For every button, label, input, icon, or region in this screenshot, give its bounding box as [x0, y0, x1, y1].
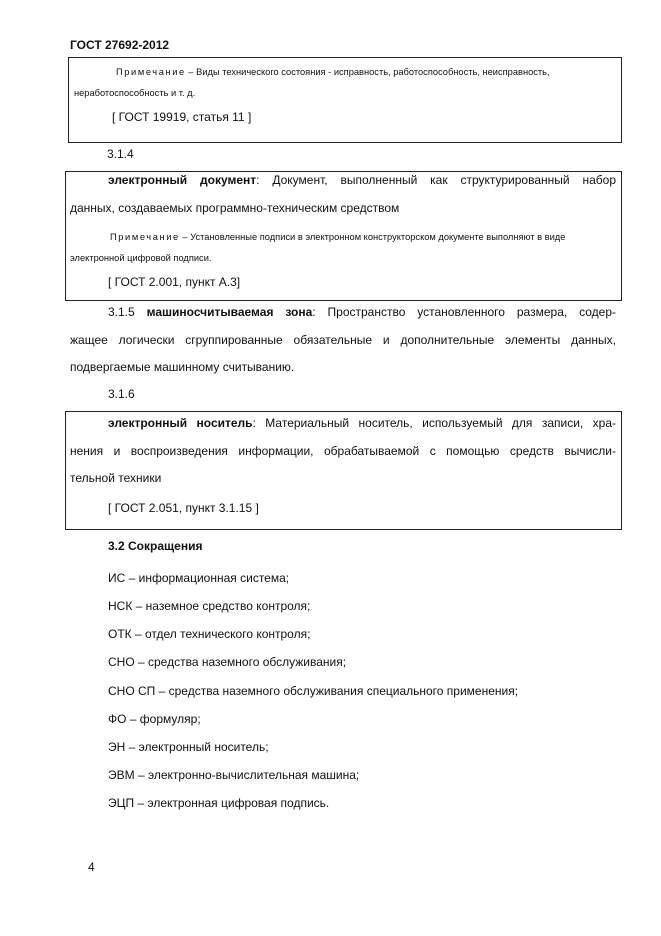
note-label: Примечание — [110, 232, 180, 242]
note-line-2: неработоспособность и т. д. — [74, 88, 196, 98]
definition-line-3: подвергаемые машинному считыванию. — [70, 360, 295, 374]
term-machine-readable-zone: машиносчитываемая зона — [146, 305, 313, 319]
note-line-2: электронной цифровой подписи. — [70, 253, 212, 263]
term-electronic-document: электронный документ — [108, 173, 257, 187]
definition-text: : Пространство установленного размера, содер- — [312, 305, 616, 319]
abbreviation-item: ФО – формуляр; — [108, 712, 201, 726]
term-electronic-media: электронный носитель — [108, 416, 253, 430]
item-number-3-1-6: 3.1.6 — [108, 387, 135, 401]
definition-line-2: жащее логически сгруппированные обязательные и дополнительные элементы данных, — [70, 333, 616, 347]
item-number-3-1-5: 3.1.5 — [108, 305, 135, 319]
abbreviation-item: СНО – средства наземного обслуживания; — [108, 655, 347, 669]
definition-text: : Документ, выполненный как структурированный набор — [256, 173, 616, 187]
definition-text: : Материальный носитель, используемый для записи, хра- — [252, 416, 616, 430]
reference: [ ГОСТ 2.051, пункт 3.1.15 ] — [108, 501, 259, 515]
definition-line-1 — [108, 172, 616, 188]
note-line-1 — [116, 64, 550, 80]
note-text: – Виды технического состояния - исправность, работоспособность, неисправность, — [188, 67, 550, 77]
item-number-3-1-4: 3.1.4 — [107, 147, 134, 161]
reference: [ ГОСТ 2.001, пункт А.3] — [108, 275, 241, 289]
abbreviation-item: ЭВМ – электронно-вычислительная машина; — [108, 768, 360, 782]
definition-line-1 — [108, 415, 616, 431]
definition-line-2: данных, создаваемых программно-техническим средством — [70, 201, 400, 215]
reference: [ ГОСТ 19919, статья 11 ] — [112, 110, 252, 124]
document-header: ГОСТ 27692-2012 — [70, 38, 170, 52]
abbreviation-item: ЭЦП – электронная цифровая подпись. — [108, 796, 330, 810]
page-number: 4 — [88, 860, 95, 874]
abbreviation-item: ЭН – электронный носитель; — [108, 740, 269, 754]
definition-line-2: нения и воспроизведения информации, обрабатываемой с помощью средств вычисли- — [70, 444, 616, 458]
note-text: – Установленные подписи в электронном конструкторском документе выполняют в виде — [182, 232, 566, 242]
definition-line-1 — [108, 304, 616, 320]
section-title: 3.2 Сокращения — [108, 539, 203, 553]
note-line-1 — [110, 229, 565, 245]
note-label: Примечание — [116, 67, 186, 77]
abbreviation-item: НСК – наземное средство контроля; — [108, 599, 311, 613]
abbreviation-item: СНО СП – средства наземного обслуживания специального применения; — [108, 684, 519, 698]
definition-line-3: тельной техники — [70, 471, 162, 485]
abbreviation-item: ОТК – отдел технического контроля; — [108, 627, 311, 641]
abbreviation-item: ИС – информационная система; — [108, 571, 290, 585]
